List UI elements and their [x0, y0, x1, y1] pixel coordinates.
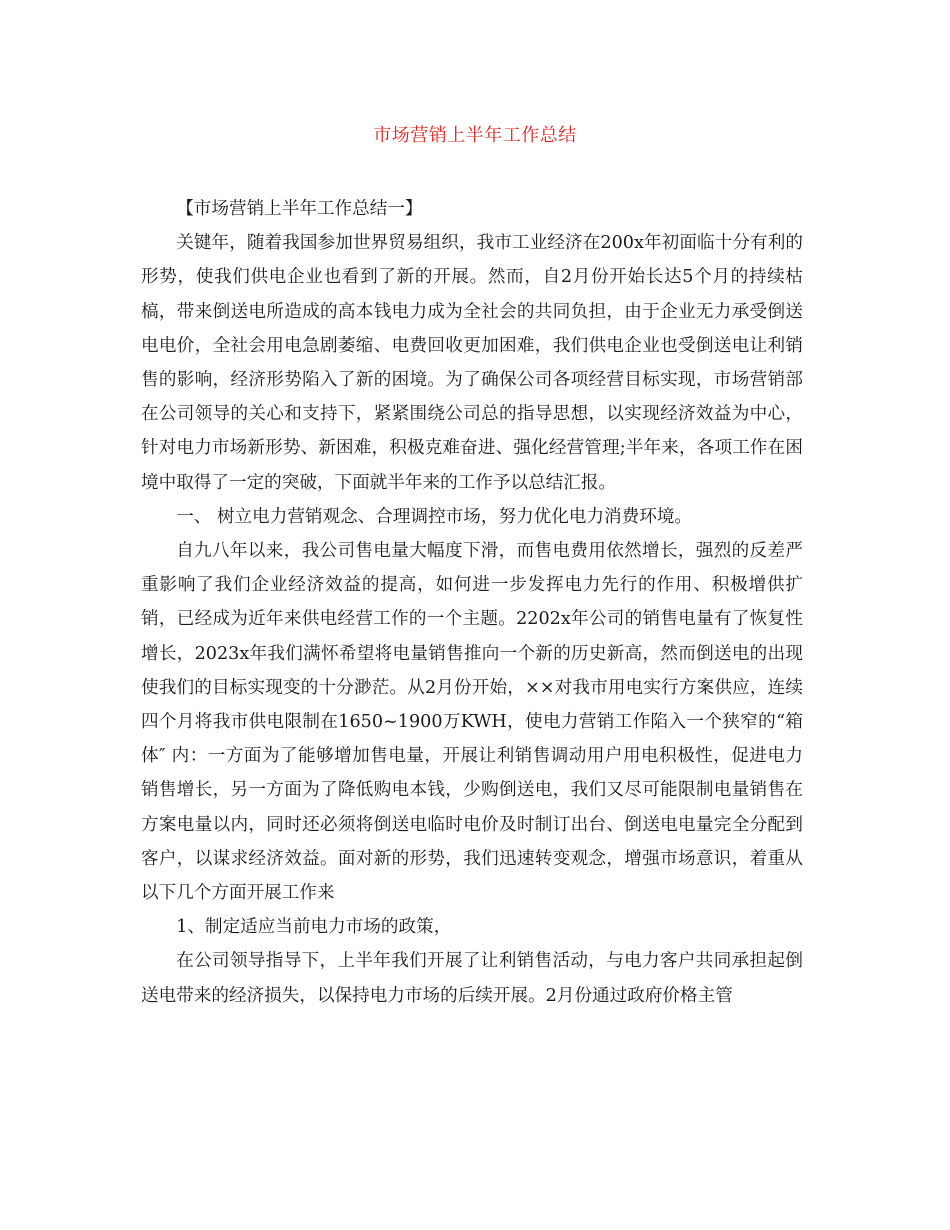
document-body [141, 192, 803, 1013]
section-heading: 一、 树立电力营销观念、合理调控市场，努力优化电力消费环境。 [176, 506, 693, 527]
paragraph: 在公司领导指导下，上半年我们开展了让利销售活动，与电力客户共同承担起倒送电带来的经济损失，以保持电力市场的后续开展。2月份通过政府价格主管 [141, 951, 803, 1006]
paragraph: 自九八年以来，我公司售电量大幅度下滑，而售电费用依然增长，强烈的反差严重影响了我们企业经济效益的提高，如何进一步发挥电力先行的作用、积极增供扩销，已经成为近年来供电经营工作的一个主题。2202x年公司的销售电量有了恢复性增长，2023x年我们满怀希望将电量销售推向一个新的历史新高，然而倒送电的出现使我们的目标实现变的十分渺茫。从2月份开始，××对我市用电实行方案供应，连续四个月将我市供电限制在1650~1900万KWH，使电力营销工作陷入一个狭窄的“箱体″ 内：一方面为了能够增加售电量，开展让利销售调动用户用电积极性，促进电力销售增长，另一方面为了降低购电本钱，少购倒送电，我们又尽可能限制电量销售在方案电量以内，同时还必须将倒送电临时电价及时制订出台、倒送电电量完全分配到客户，以谋求经济效益。面对新的形势，我们迅速转变观念，增强市场意识，着重从以下几个方面开展工作来 [141, 541, 803, 904]
section-heading: 【市场营销上半年工作总结一】 [176, 199, 423, 219]
paragraph: 关键年，随着我国参加世界贸易组织，我市工业经济在200x年初面临十分有利的形势，使我们供电企业也看到了新的开展。然而，自2月份开始长达5个月的持续枯槁，带来倒送电所造成的高本钱电力成为全社会的共同负担，由于企业无力承受倒送电电价，全社会用电急剧萎缩、电费回收更加困难，我们供电企业也受倒送电让利销售的影响，经济形势陷入了新的困境。为了确保公司各项经营目标实现，市场营销部在公司领导的关心和支持下，紧紧围绕公司总的指导思想，以实现经济效益为中心，针对电力市场新形势、新困难，积极克难奋进、强化经营管理;半年来，各项工作在困境中取得了一定的突破，下面就半年来的工作予以总结汇报。 [141, 233, 803, 493]
document-title: 市场营销上半年工作总结 [373, 125, 577, 146]
section-heading: 1、制定适应当前电力市场的政策， [176, 917, 452, 938]
